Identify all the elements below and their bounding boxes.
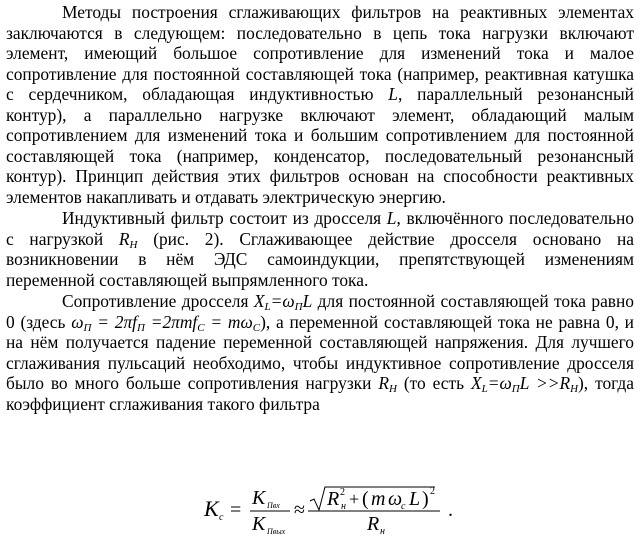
formula-approx: ≈ xyxy=(294,499,305,521)
italic-symbol: R xyxy=(559,373,571,393)
subscript: П xyxy=(294,301,303,313)
subscript: П xyxy=(83,321,92,334)
formula-rad-plus: + xyxy=(349,489,360,509)
subscript: H xyxy=(388,383,397,395)
subscript: П xyxy=(137,321,145,334)
formula-rad-l: L xyxy=(409,488,421,510)
italic-symbol: R xyxy=(118,228,130,249)
italic-symbol: =2 xyxy=(144,311,172,332)
formula-frac1-numerator-sub: Пвх xyxy=(267,501,280,510)
text-run: , включённого последовательно с нагрузкой xyxy=(6,208,634,249)
formula-frac1-numerator: K xyxy=(252,487,266,509)
formula-rad-close: ) xyxy=(422,488,429,510)
italic-symbol: ω xyxy=(499,373,512,393)
italic-symbol: L xyxy=(302,291,313,311)
paragraph-choke-resistance xyxy=(6,291,634,414)
italic-symbol: = 2 xyxy=(91,311,124,332)
italic-symbol: = xyxy=(487,373,500,393)
text-run: Сопротивление дросселя xyxy=(62,291,254,311)
italic-symbol: f xyxy=(132,311,137,332)
formula-rad-omega-sub: с xyxy=(401,501,406,512)
document-page xyxy=(6,2,634,414)
formula-rad-r: R xyxy=(327,488,340,510)
formula-rad-m: m xyxy=(371,488,386,510)
italic-symbol: >> xyxy=(529,373,560,393)
text-run: для постоянной составляющей тока равно 0 (здесь xyxy=(6,291,635,332)
italic-symbol: = xyxy=(270,291,283,311)
italic-symbol: L xyxy=(386,208,397,228)
text-run: , параллельный резонансный контур), а параллельно нагрузке включают элемент, обладающий малым сопротивлением для изменений тока и большим сопротивлением для постоянной составляющей тока (например, конденсатор, последовательный резонансный контур). Принцип действия этих фильтров основан на способности реактивных элементов накапливать и отдавать электрическую энергию. xyxy=(6,84,634,207)
formula-rad-open: ( xyxy=(362,488,369,510)
italic-symbol: = m xyxy=(204,311,241,332)
subscript: L xyxy=(481,383,488,395)
subscript: C xyxy=(197,321,205,334)
formula-frac2-denominator-sub: н xyxy=(380,526,385,537)
italic-symbol: ω xyxy=(71,311,84,332)
italic-symbol: X xyxy=(470,373,482,393)
italic-symbol: π xyxy=(123,311,133,332)
formula-equals: = xyxy=(230,499,242,521)
text-run: Методы построения сглаживающих фильтров на реактивных элементах заключаются в следующем: последовательно в цепь тока нагрузки включают элемент, имеющий большое сопротивление для изменений тока и малое сопротивление для постоянной составляющей тока (например, реактивная катушка с сердечником, обладающая индуктивностью xyxy=(6,2,634,104)
formula-frac1-denominator: K xyxy=(252,513,266,535)
text-run: ), а переменной составляющей тока не равна 0, и на нём получается падение переменной составляющей напряжения. Для лучшего сглаживания пульсаций необходимо, чтобы индуктивное сопротивление дросселя было во много больше сопротивления нагрузки xyxy=(6,311,634,393)
subscript: П xyxy=(511,383,520,395)
italic-symbol: ω xyxy=(240,311,253,332)
formula-rad-sup: 2 xyxy=(430,486,435,497)
smoothing-coefficient-formula xyxy=(190,484,470,537)
formula-lhs: K xyxy=(204,496,219,521)
italic-symbol: R xyxy=(378,373,389,393)
formula-svg xyxy=(190,484,470,537)
text-run: (рис. 2). Сглаживающее действие дросселя основано на возникновении в нём ЭДС самоиндукции, препятствующей изменениям переменной составляющей выпрямленного тока. xyxy=(6,228,634,290)
text-run: (то есть xyxy=(396,373,471,393)
paragraph-inductive-filter xyxy=(6,208,634,290)
formula-frac2-denominator: R xyxy=(367,513,380,535)
italic-symbol: L xyxy=(388,84,398,104)
paragraph-filter-methods xyxy=(6,2,634,207)
italic-symbol: π xyxy=(171,311,180,332)
text-run: Индуктивный фильтр состоит из дросселя xyxy=(62,208,387,228)
formula-end: . xyxy=(448,499,453,521)
text-run: ), тогда коэффициент сглаживания такого фильтра xyxy=(6,373,634,414)
formula-frac1-denominator-sub: Пвых xyxy=(267,527,286,536)
italic-symbol: X xyxy=(253,291,265,311)
subscript: H xyxy=(570,383,579,395)
italic-symbol: mf xyxy=(179,311,198,332)
formula-rad-omega: ω xyxy=(388,488,403,510)
formula-rad-r-sup: 2 xyxy=(340,487,345,498)
italic-symbol: ω xyxy=(282,291,295,311)
italic-symbol: L xyxy=(519,373,530,393)
subscript: C xyxy=(252,321,261,334)
formula-lhs-sub: c xyxy=(219,512,224,523)
formula-rad-r-sub: н xyxy=(341,501,346,512)
subscript: L xyxy=(264,301,271,313)
subscript: H xyxy=(129,238,138,251)
